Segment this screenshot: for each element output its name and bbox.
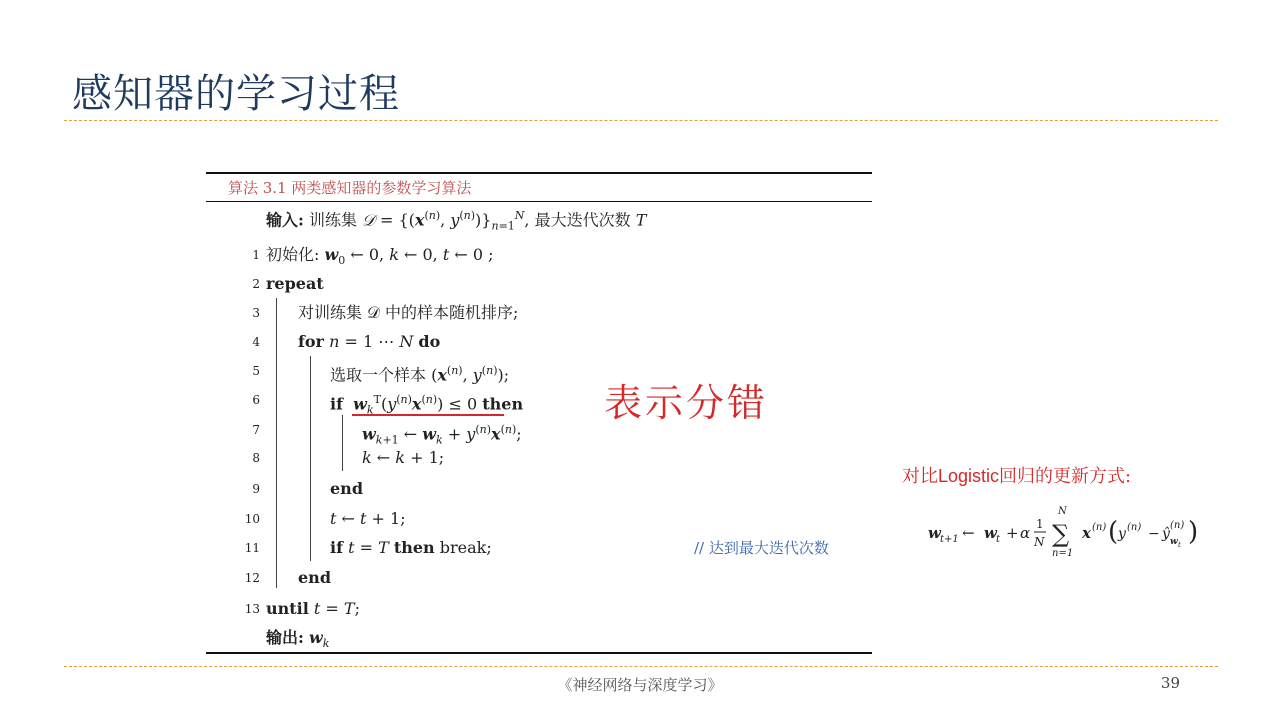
algo-output-line: 输出: $w_k$	[266, 628, 330, 651]
algo-line-2: 2 repeat	[206, 271, 872, 297]
svg-text:t+1: t+1	[940, 534, 959, 545]
svg-text:w: w	[1170, 537, 1178, 547]
misclassified-note: 表示分错	[604, 381, 769, 425]
svg-text:+: +	[1006, 524, 1019, 542]
input-text-a: 训练集	[309, 210, 358, 230]
page-title: 感知器的学习过程	[72, 71, 400, 117]
if-scope-guide	[342, 415, 343, 471]
logistic-compare-label: 对比Logistic回归的更新方式:	[902, 466, 1132, 487]
algo-input-line: 输入: 训练集 𝒟 = {($x^{(n)}$, $y^{(n)})\}_{n=1}^N$, 最大迭代次数 T	[266, 209, 647, 233]
svg-text:α: α	[1020, 524, 1031, 542]
algo-line-13: 13 until t = T;	[244, 599, 360, 618]
svg-text:n=1: n=1	[1052, 548, 1074, 559]
algo-line-7: 7 $w_{k+1}$ ← $w_k + y^{(n)}x^{(n)}$;	[252, 423, 522, 447]
init-text: 初始化:	[266, 245, 320, 264]
input-label: 输入:	[266, 210, 304, 230]
svg-text:N: N	[1058, 506, 1067, 517]
footer-book-title: 《神经网络与深度学习》	[557, 676, 723, 694]
algo-line-12: 12 end	[244, 568, 331, 587]
footer-divider	[64, 666, 1218, 667]
repeat-keyword: repeat	[266, 274, 324, 293]
svg-text:(n): (n)	[1170, 520, 1185, 531]
algo-line-9: 9 end	[252, 479, 363, 498]
header-divider	[64, 120, 1218, 121]
svg-text:(n): (n)	[1092, 522, 1107, 533]
algo-line-4: 4 for n = 1 ⋯ N do	[252, 332, 441, 351]
page-number: 39	[1160, 674, 1180, 692]
algorithm-box	[206, 172, 872, 654]
svg-text:N: N	[1034, 535, 1045, 549]
output-label: 输出:	[266, 628, 304, 647]
svg-text:←: ←	[962, 524, 975, 542]
algo-top-rule	[206, 172, 872, 174]
svg-text:x: x	[1082, 524, 1091, 542]
svg-text:1: 1	[1036, 517, 1044, 531]
algo-bottom-rule	[206, 652, 872, 654]
svg-text:−: −	[1148, 526, 1160, 542]
algo-line-11: 11 if t = T then break; // 达到最大迭代次数	[206, 535, 872, 561]
logistic-update-formula	[922, 498, 1212, 562]
svg-text:(n): (n)	[1127, 522, 1142, 533]
svg-text:(: (	[1108, 517, 1119, 547]
shuffle-text: 对训练集 𝒟 中的样本随机排序;	[298, 303, 519, 322]
algo-caption-rule	[206, 201, 872, 202]
svg-text:): )	[1188, 517, 1199, 547]
algo-line-8: 8 k ← k + 1;	[252, 448, 445, 467]
input-text-b: 最大迭代次数	[534, 210, 631, 230]
algo-line-6: 6 if $w_k^T(y^{(n)}x^{(n)}) \le 0$ then	[252, 393, 524, 417]
svg-text:∑: ∑	[1052, 520, 1070, 548]
for-scope-guide	[310, 356, 311, 561]
svg-text:y: y	[1118, 526, 1126, 542]
svg-text:t: t	[1178, 541, 1181, 549]
algo-line-3: 3 对训练集 𝒟 中的样本随机排序;	[206, 300, 872, 326]
line-number: 1	[252, 248, 260, 262]
algo-line-1: 1 初始化: $w_0$ ← 0, k ← 0, t ← 0 ;	[206, 242, 872, 268]
svg-text:t: t	[996, 534, 1001, 545]
algo-comment: // 达到最大迭代次数	[694, 539, 829, 557]
algo-line-10: 10 t ← t + 1;	[244, 509, 406, 528]
svg-text:ŷ: ŷ	[1162, 526, 1170, 542]
misclassification-underline	[352, 414, 504, 416]
algo-line-5: 5 选取一个样本 ($x^{(n)}$, $y^{(n)}$);	[252, 364, 510, 385]
algorithm-caption: 算法 3.1 两类感知器的参数学习算法	[228, 179, 472, 197]
svg-text:w: w	[984, 524, 997, 542]
repeat-scope-guide	[276, 298, 277, 588]
svg-text:w: w	[928, 524, 941, 542]
